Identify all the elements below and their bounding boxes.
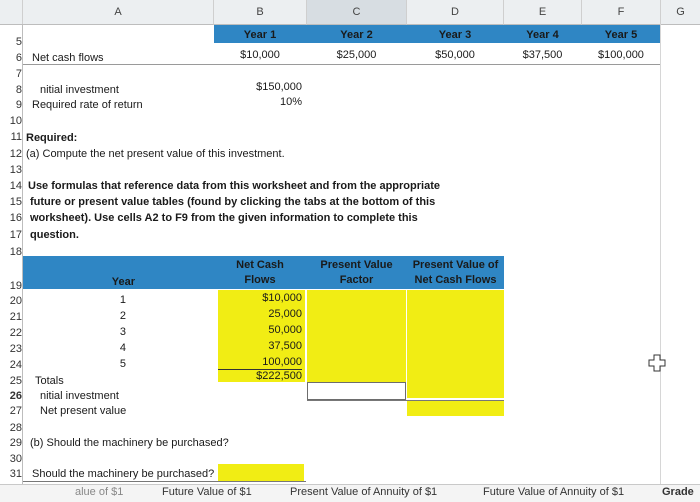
row-number[interactable]: 18: [9, 246, 22, 258]
instruction-line-3[interactable]: worksheet). Use cells A2 to F9 from the given information to complete this: [30, 212, 418, 224]
year-cell[interactable]: 5: [119, 358, 126, 370]
cash-flow-cell[interactable]: 100,000: [262, 356, 302, 368]
row-number[interactable]: 24: [9, 359, 22, 371]
year-3-cash-flow[interactable]: $50,000: [435, 49, 475, 61]
row-number[interactable]: 28: [9, 422, 22, 434]
npv-initial-investment-label[interactable]: nitial investment: [40, 390, 119, 402]
part-b-question[interactable]: (b) Should the machinery be purchased?: [30, 437, 229, 449]
band-bottom-border: [23, 64, 660, 65]
tab-future-value-of-1[interactable]: Future Value of $1: [162, 486, 252, 498]
year-column-header[interactable]: Year: [111, 276, 135, 288]
totals-label[interactable]: Totals: [35, 375, 64, 387]
initial-investment-value[interactable]: $150,000: [256, 81, 302, 93]
cursor-plus-icon: [648, 354, 666, 372]
year-cell[interactable]: 1: [119, 294, 126, 306]
required-rate-label[interactable]: Required rate of return: [32, 99, 143, 111]
pv-factor-header-2[interactable]: Factor: [339, 274, 374, 286]
cash-flow-cell[interactable]: $10,000: [262, 292, 302, 304]
column-header-e[interactable]: E: [504, 0, 582, 25]
part-a-text[interactable]: (a) Compute the net present value of this investment.: [26, 148, 285, 160]
row-number[interactable]: 13: [9, 164, 22, 176]
answer-row-border: [23, 481, 306, 482]
year-cell[interactable]: 2: [119, 310, 126, 322]
net-cash-flows-label[interactable]: Net cash flows: [32, 52, 104, 64]
row-number[interactable]: 9: [15, 99, 22, 111]
pv-factor-header-1[interactable]: Present Value: [320, 259, 393, 271]
tab-present-value-of-1[interactable]: alue of $1: [75, 486, 124, 498]
selected-cell[interactable]: [307, 382, 406, 400]
row-number[interactable]: 10: [9, 115, 22, 127]
year-cell[interactable]: 4: [119, 342, 126, 354]
row-number[interactable]: 25: [9, 375, 22, 387]
year-1-cash-flow[interactable]: $10,000: [240, 49, 280, 61]
row-number[interactable]: 20: [9, 295, 22, 307]
column-header-g[interactable]: G: [661, 0, 700, 25]
row-number[interactable]: 30: [9, 453, 22, 465]
row-number[interactable]: 27: [9, 405, 22, 417]
year-4-header[interactable]: Year 4: [526, 29, 559, 41]
cash-flow-cell[interactable]: 25,000: [268, 308, 302, 320]
year-2-header[interactable]: Year 2: [340, 29, 373, 41]
row-number[interactable]: 26: [9, 390, 22, 402]
column-header-c[interactable]: C: [307, 0, 407, 25]
row-number[interactable]: 29: [9, 437, 22, 449]
row-number[interactable]: 15: [9, 196, 22, 208]
column-header-f[interactable]: F: [582, 0, 661, 25]
row-number[interactable]: 14: [9, 180, 22, 192]
year-2-cash-flow[interactable]: $25,000: [336, 49, 377, 61]
column-header-a[interactable]: A: [23, 0, 214, 25]
year-5-header[interactable]: Year 5: [604, 29, 638, 41]
net-present-value-cell[interactable]: [407, 401, 504, 416]
net-cash-flows-header-2[interactable]: Flows: [244, 274, 276, 286]
row-number[interactable]: 31: [9, 468, 22, 480]
initial-investment-label[interactable]: nitial investment: [40, 84, 119, 96]
cash-flow-cell[interactable]: 37,500: [268, 340, 302, 352]
year-cell[interactable]: 3: [119, 326, 126, 338]
column-header-d[interactable]: D: [407, 0, 504, 25]
tab-future-value-of-annuity[interactable]: Future Value of Annuity of $1: [483, 486, 625, 498]
row-number[interactable]: 21: [9, 311, 22, 323]
year-3-header[interactable]: Year 3: [438, 29, 472, 41]
grid-line: [22, 24, 23, 484]
part-b-answer-cell[interactable]: [218, 464, 304, 481]
cash-flow-cell[interactable]: 50,000: [268, 324, 302, 336]
pv-net-cash-flows-header-2[interactable]: Net Cash Flows: [414, 274, 497, 286]
year-4-cash-flow[interactable]: $37,500: [522, 49, 563, 61]
net-cash-flows-header-1[interactable]: Net Cash: [236, 259, 284, 271]
row-number[interactable]: 22: [9, 327, 22, 339]
row-header-corner[interactable]: [0, 0, 23, 25]
part-b-answer-label[interactable]: Should the machinery be purchased?: [32, 468, 215, 480]
grid-line: [660, 24, 661, 484]
row-number[interactable]: 17: [9, 229, 22, 241]
column-header-b[interactable]: B: [214, 0, 307, 25]
row-number[interactable]: 16: [9, 212, 22, 224]
net-present-value-label[interactable]: Net present value: [40, 405, 127, 417]
row-number[interactable]: 5: [15, 36, 22, 48]
row-number[interactable]: 6: [15, 52, 22, 64]
row-number[interactable]: 8: [15, 84, 22, 96]
year-5-cash-flow[interactable]: $100,000: [598, 49, 644, 61]
instruction-line-1[interactable]: Use formulas that reference data from this worksheet and from the appropriate: [28, 180, 440, 192]
row-number[interactable]: 11: [10, 131, 22, 143]
total-cash-flow-cell[interactable]: $222,500: [218, 369, 302, 382]
year-1-header[interactable]: Year 1: [243, 29, 277, 41]
instruction-line-4[interactable]: question.: [30, 229, 79, 241]
row-number[interactable]: 7: [15, 68, 22, 80]
tab-grade[interactable]: Grade: [662, 486, 694, 498]
row-number[interactable]: 19: [9, 280, 22, 292]
required-rate-value[interactable]: 10%: [279, 96, 302, 108]
table-bottom-border: [307, 400, 504, 401]
tab-present-value-of-annuity[interactable]: Present Value of Annuity of $1: [290, 486, 438, 498]
pv-net-cash-flows-cells[interactable]: [407, 290, 504, 398]
required-heading[interactable]: Required:: [26, 132, 78, 144]
row-number[interactable]: 23: [9, 343, 22, 355]
row-number[interactable]: 12: [9, 148, 22, 160]
instruction-line-2[interactable]: future or present value tables (found by clicking the tabs at the bottom of this: [30, 196, 436, 208]
pv-factor-cells[interactable]: [307, 290, 406, 382]
pv-net-cash-flows-header-1[interactable]: Present Value of: [412, 259, 499, 271]
